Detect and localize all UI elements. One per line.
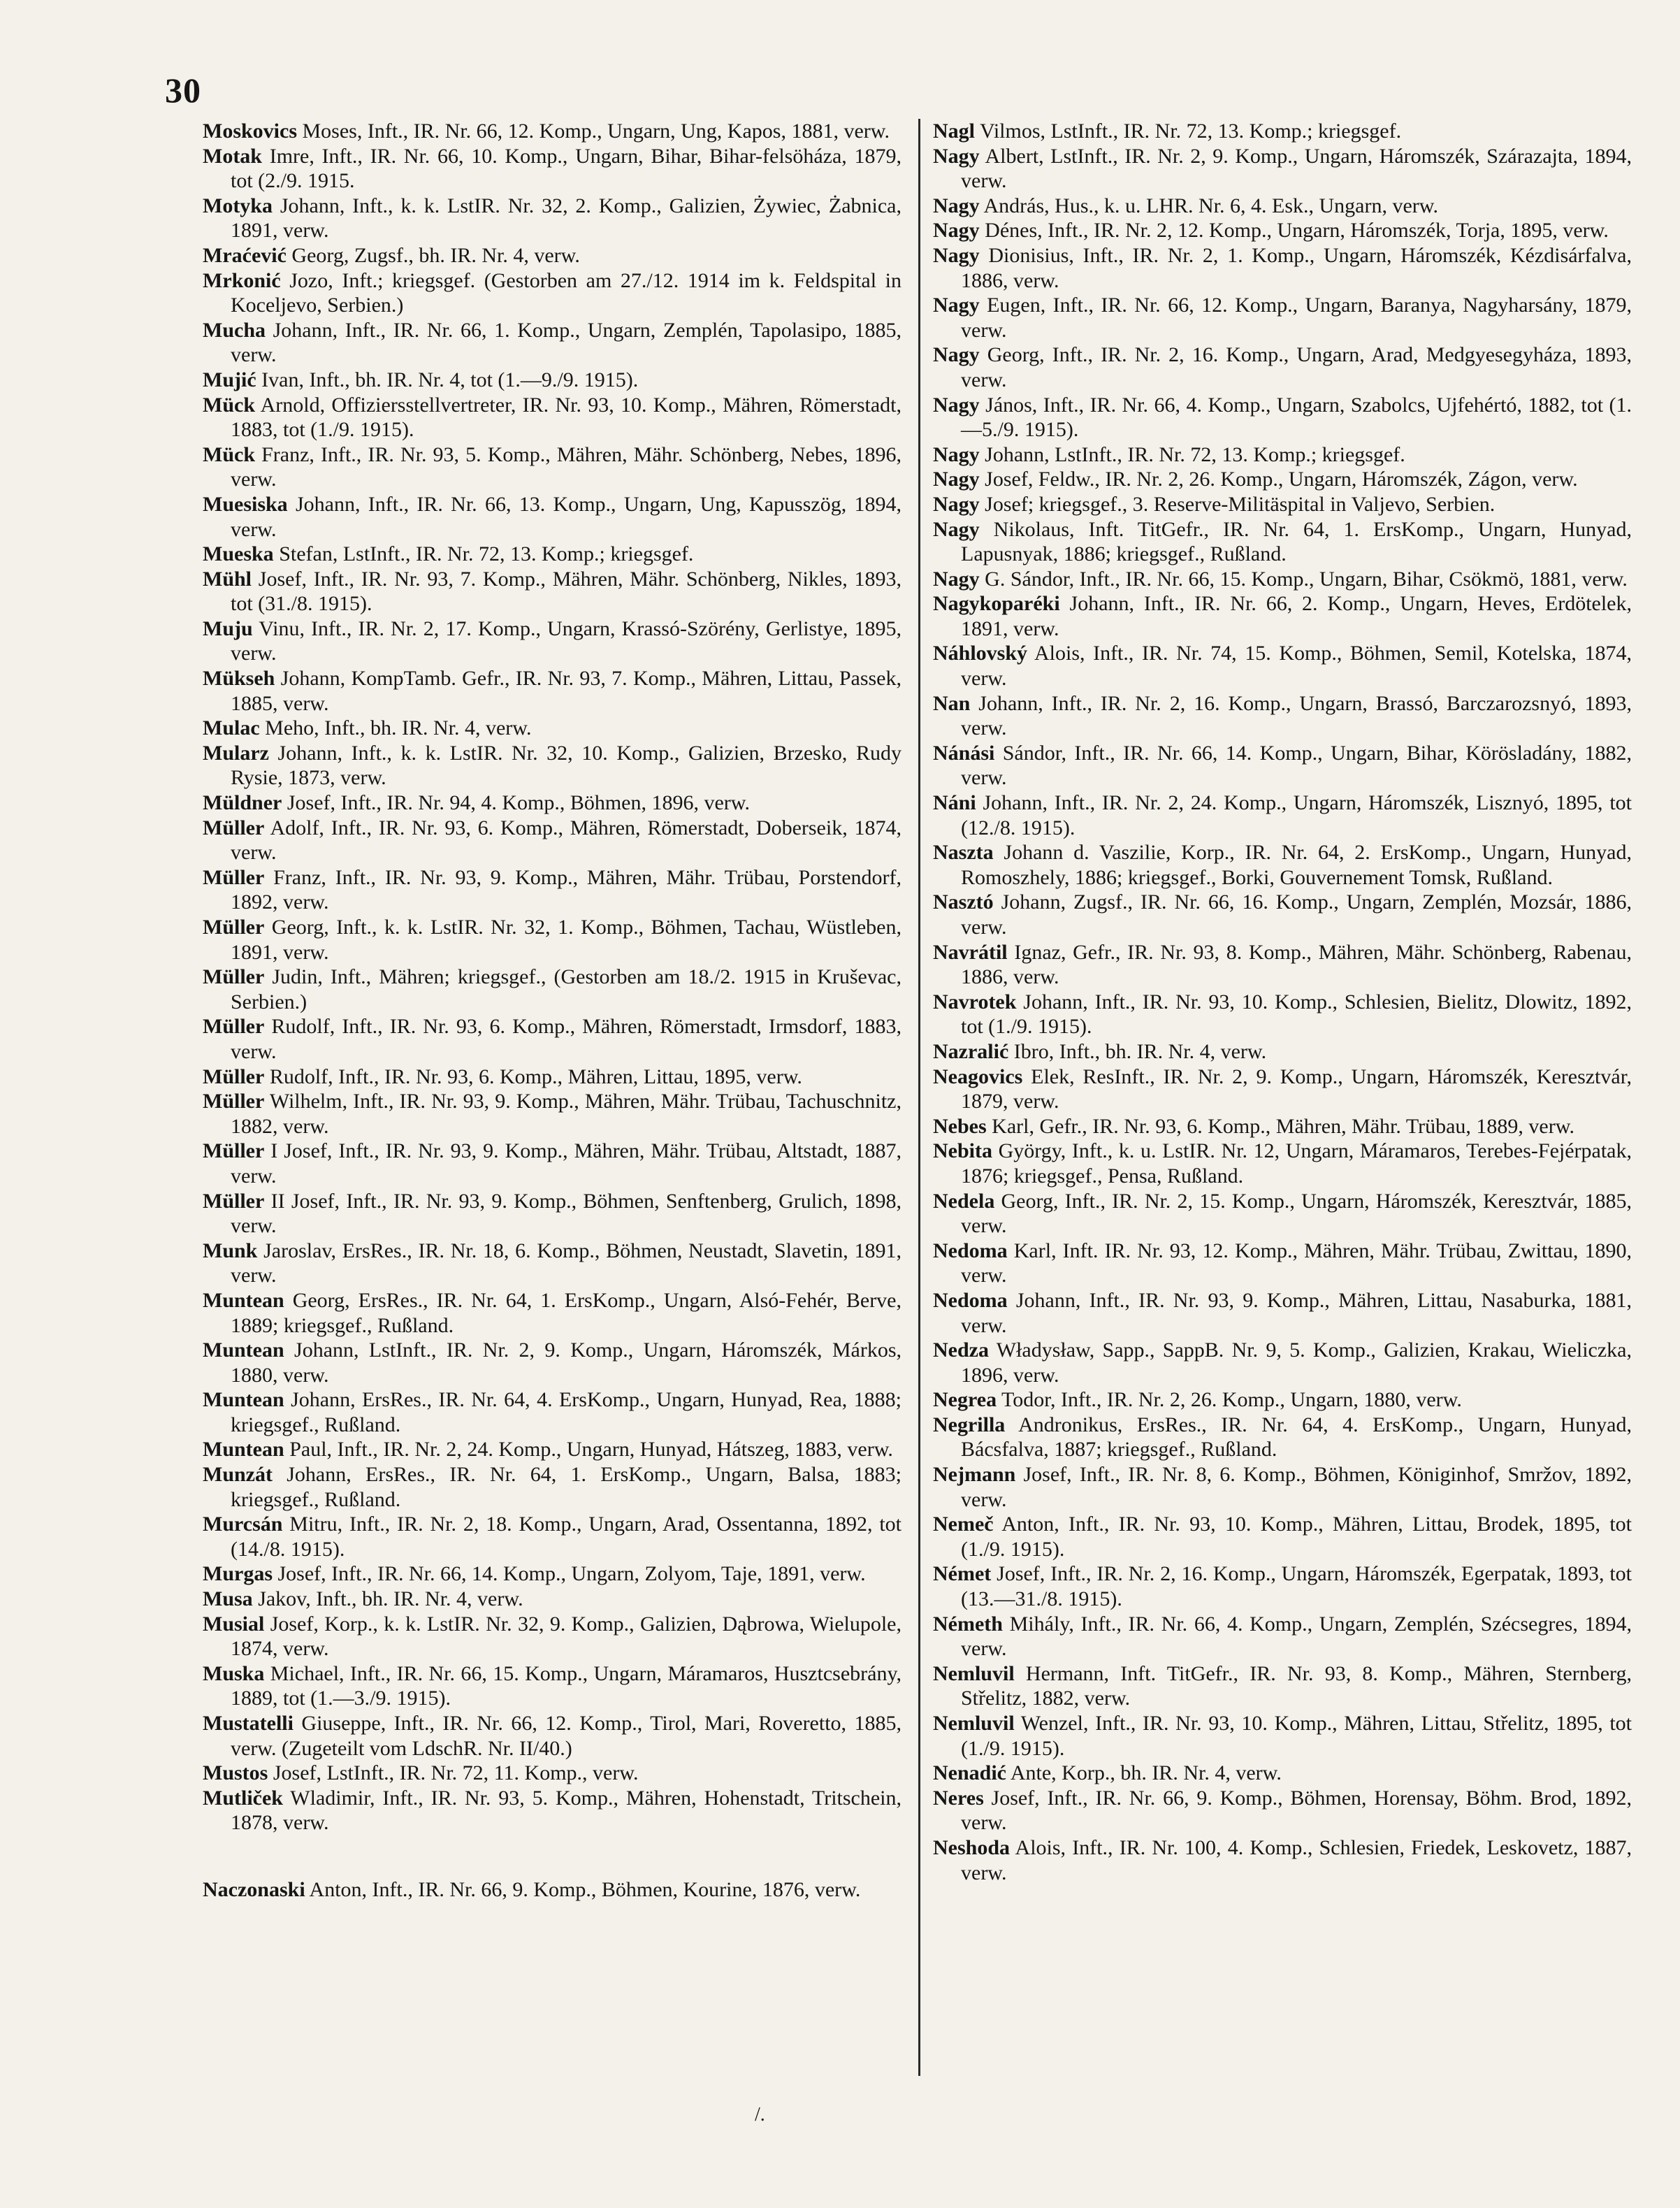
register-entry [933, 1561, 1632, 1611]
entry-details: Judin, Inft., Mähren; kriegsgef., (Gestorben am 18./2. 1915 in Kruševac, Serbien.) [231, 965, 901, 1013]
entry-surname: Nemluvil [933, 1661, 1015, 1685]
register-entry [933, 119, 1632, 144]
entry-surname: Mustos [203, 1761, 268, 1785]
entry-surname: Mück [203, 442, 255, 466]
entry-surname: Mularz [203, 741, 269, 765]
register-entry [203, 492, 901, 542]
entry-details: Johann, Inft., k. k. LstIR. Nr. 32, 10. Komp., Galizien, Brzesko, Rudy Rysie, 1873, verw. [231, 741, 901, 790]
entry-surname: Nagy [933, 294, 980, 317]
register-entry [933, 243, 1632, 293]
register-entry [933, 442, 1632, 468]
entry-details: Elek, ResInft., IR. Nr. 2, 9. Komp., Ungarn, Háromszék, Keresztvár, 1879, verw. [961, 1065, 1632, 1113]
entry-details: Paul, Inft., IR. Nr. 2, 24. Komp., Ungarn, Hunyad, Hátszeg, 1883, verw. [284, 1438, 893, 1462]
entry-surname: Nagy [933, 219, 980, 243]
entry-details: Johann, Inft., IR. Nr. 2, 16. Komp., Ungarn, Brassó, Barczarozsnyó, 1893, verw. [961, 691, 1632, 740]
register-entry [933, 517, 1632, 567]
register-entry [203, 1786, 901, 1835]
column-gap [203, 1835, 901, 1877]
entry-surname: Nan [933, 691, 971, 715]
entry-details: Hermann, Inft. TitGefr., IR. Nr. 93, 8. Komp., Mähren, Sternberg, Střelitz, 1882, verw. [961, 1661, 1632, 1710]
register-entry [933, 1761, 1632, 1786]
entry-details: Johann, ErsRes., IR. Nr. 64, 4. ErsKomp., Ungarn, Hunyad, Rea, 1888; kriegsgef., Rußland. [231, 1388, 901, 1436]
entry-details: Adolf, Inft., IR. Nr. 93, 6. Komp., Mähren, Römerstadt, Doberseik, 1874, verw. [231, 816, 901, 865]
entry-surname: Müller [203, 965, 265, 989]
entry-surname: Nagy [933, 393, 980, 417]
register-entry [203, 144, 901, 194]
entry-surname: Negrilla [933, 1413, 1006, 1436]
entry-details: Albert, LstInft., IR. Nr. 2, 9. Komp., Ungarn, Háromszék, Szárazajta, 1894, verw. [961, 144, 1632, 193]
entry-details: Johann, Zugsf., IR. Nr. 66, 16. Komp., Ungarn, Zemplén, Mozsár, 1886, verw. [961, 890, 1632, 939]
entry-surname: Nedoma [933, 1288, 1008, 1312]
entry-surname: Muntean [203, 1288, 284, 1312]
register-entry [203, 915, 901, 965]
entry-details: G. Sándor, Inft., IR. Nr. 66, 15. Komp., Ungarn, Bihar, Csökmö, 1881, verw. [979, 567, 1628, 591]
entry-surname: Murcsán [203, 1513, 283, 1536]
entry-details: Jakov, Inft., bh. IR. Nr. 4, verw. [252, 1587, 523, 1611]
entry-surname: Nagy [933, 567, 980, 591]
entry-details: Anton, Inft., IR. Nr. 93, 10. Komp., Mähren, Littau, Brodek, 1895, tot (1./9. 1915). [961, 1513, 1632, 1561]
register-entry [203, 1139, 901, 1188]
entry-details: Meho, Inft., bh. IR. Nr. 4, verw. [259, 716, 532, 740]
register-entry [933, 1189, 1632, 1239]
entry-surname: Náhlovský [933, 642, 1028, 665]
entry-details: Karl, Inft. IR. Nr. 93, 12. Komp., Mähren, Mähr. Trübau, Zwittau, 1890, verw. [961, 1239, 1632, 1287]
entry-surname: Müller [203, 1189, 265, 1213]
register-entry [933, 393, 1632, 442]
entry-surname: Müller [203, 1139, 265, 1163]
entry-surname: Müller [203, 816, 265, 839]
register-entry [933, 1114, 1632, 1139]
register-entry [933, 1512, 1632, 1561]
entry-details: Imre, Inft., IR. Nr. 66, 10. Komp., Ungarn, Bihar, Bihar-felsöháza, 1879, tot (2./9. 1915. [231, 144, 901, 193]
register-entry [933, 342, 1632, 392]
register-entry [203, 1711, 901, 1761]
register-entry [203, 1462, 901, 1512]
entry-details: Josef; kriegsgef., 3. Reserve-Militäspital in Valjevo, Serbien. [979, 492, 1496, 516]
entry-surname: Nagy [933, 144, 980, 168]
register-entry [933, 1661, 1632, 1711]
entry-details: Johann, LstInft., IR. Nr. 72, 13. Komp.; kriegsgef. [979, 442, 1405, 466]
register-entry [203, 1387, 901, 1437]
register-entry [933, 1387, 1632, 1413]
entry-surname: Neres [933, 1786, 984, 1810]
entry-details: Nikolaus, Inft. TitGefr., IR. Nr. 64, 1. ErsKomp., Ungarn, Hunyad, Lapusnyak, 1886; kriegsgef., Rußland. [961, 517, 1632, 566]
register-entry [203, 1288, 901, 1338]
entry-surname: Motak [203, 144, 262, 168]
entry-details: Josef, Inft., IR. Nr. 2, 16. Komp., Ungarn, Háromszék, Egerpatak, 1893, tot (13.—31./8. 1915). [961, 1562, 1632, 1611]
entry-details: I Josef, Inft., IR. Nr. 93, 9. Komp., Mähren, Mähr. Trübau, Altstadt, 1887, verw. [231, 1139, 901, 1188]
register-entry [203, 816, 901, 865]
entry-surname: Murgas [203, 1562, 273, 1586]
entry-details: Johann, LstInft., IR. Nr. 2, 9. Komp., Ungarn, Háromszék, Márkos, 1880, verw. [231, 1338, 901, 1387]
register-entry [203, 318, 901, 368]
entry-details: Franz, Inft., IR. Nr. 93, 5. Komp., Mähren, Mähr. Schönberg, Nebes, 1896, verw. [231, 442, 901, 491]
entry-details: Johann, Inft., k. k. LstIR. Nr. 32, 2. Komp., Galizien, Żywiec, Żabnica, 1891, verw. [231, 194, 901, 243]
entry-surname: Naczonaski [203, 1877, 305, 1901]
register-entry [203, 666, 901, 716]
entry-surname: Nagykoparéki [933, 592, 1060, 616]
entry-details: Dénes, Inft., IR. Nr. 2, 12. Komp., Ungarn, Háromszék, Torja, 1895, verw. [979, 219, 1609, 243]
register-entry [933, 1239, 1632, 1288]
register-entry [203, 1065, 901, 1090]
entry-details: Georg, Inft., IR. Nr. 2, 15. Komp., Ungarn, Háromszék, Keresztvár, 1885, verw. [961, 1189, 1632, 1238]
entry-surname: Muntean [203, 1438, 284, 1462]
entry-surname: Nemeč [933, 1513, 994, 1536]
entry-surname: Muntean [203, 1388, 284, 1412]
entry-details: Dionisius, Inft., IR. Nr. 2, 1. Komp., Ungarn, Háromszék, Kézdisárfalva, 1886, verw. [961, 243, 1632, 292]
entry-details: Johann, KompTamb. Gefr., IR. Nr. 93, 7. Komp., Mähren, Littau, Passek, 1885, verw. [231, 667, 901, 715]
entry-surname: Nemluvil [933, 1712, 1015, 1735]
entry-surname: Náni [933, 791, 976, 815]
entry-surname: Müller [203, 1065, 265, 1088]
entry-details: Vilmos, LstInft., IR. Nr. 72, 13. Komp.; kriegsgef. [975, 120, 1402, 143]
register-entry [203, 1014, 901, 1064]
register-entry [933, 940, 1632, 990]
entry-details: Vinu, Inft., IR. Nr. 2, 17. Komp., Ungarn, Krassó-Szörény, Gerlistye, 1895, verw. [231, 616, 901, 665]
entry-details: Wilhelm, Inft., IR. Nr. 93, 9. Komp., Mähren, Mähr. Trübau, Tachuschnitz, 1882, verw. [231, 1090, 901, 1138]
entry-details: Ante, Korp., bh. IR. Nr. 4, verw. [1006, 1761, 1282, 1785]
entry-details: Georg, Inft., IR. Nr. 2, 16. Komp., Ungarn, Arad, Medgyesegyháza, 1893, verw. [961, 343, 1632, 391]
entry-surname: Muesiska [203, 492, 288, 516]
entry-surname: Naszta [933, 841, 994, 865]
entry-surname: Müller [203, 1015, 265, 1039]
register-entry [203, 791, 901, 816]
entry-details: Franz, Inft., IR. Nr. 93, 9. Komp., Mähren, Mähr. Trübau, Porstendorf, 1892, verw. [231, 865, 901, 914]
register-entry [203, 616, 901, 666]
entry-surname: Nebita [933, 1139, 992, 1163]
entry-surname: Muska [203, 1661, 265, 1685]
register-entry [933, 1413, 1632, 1462]
entry-surname: Mujić [203, 368, 256, 391]
register-entry [933, 1711, 1632, 1761]
entry-surname: Müller [203, 1090, 265, 1113]
register-entry [933, 1039, 1632, 1065]
entry-surname: Mustatelli [203, 1712, 294, 1735]
entry-surname: Mucha [203, 318, 266, 342]
entry-surname: Müller [203, 916, 265, 939]
entry-details: Wladimir, Inft., IR. Nr. 93, 5. Komp., Mähren, Hohenstadt, Tritschein, 1878, verw. [231, 1786, 901, 1835]
entry-details: Johann, Inft., IR. Nr. 93, 10. Komp., Schlesien, Bielitz, Dlowitz, 1892, tot (1./9. 1915). [961, 990, 1632, 1039]
register-entry [933, 741, 1632, 791]
register-entry [203, 119, 901, 144]
register-entry [203, 1089, 901, 1139]
register-entry [933, 194, 1632, 219]
entry-details: Johann, Inft., IR. Nr. 93, 9. Komp., Mähren, Littau, Nasaburka, 1881, verw. [961, 1288, 1632, 1337]
register-entry [933, 293, 1632, 342]
entry-details: Rudolf, Inft., IR. Nr. 93, 6. Komp., Mähren, Littau, 1895, verw. [264, 1065, 802, 1088]
register-entry [933, 791, 1632, 840]
entry-details: Josef, Feldw., IR. Nr. 2, 26. Komp., Ungarn, Háromszék, Zágon, verw. [979, 468, 1578, 491]
entry-details: Johann, Inft., IR. Nr. 66, 2. Komp., Ungarn, Heves, Erdötelek, 1891, verw. [961, 592, 1632, 640]
entry-surname: Nedela [933, 1189, 995, 1213]
entry-details: Rudolf, Inft., IR. Nr. 93, 6. Komp., Mähren, Römerstadt, Irmsdorf, 1883, verw. [231, 1015, 901, 1063]
entry-surname: Nagy [933, 468, 980, 491]
register-entry [203, 1661, 901, 1711]
register-entry [203, 1877, 901, 1903]
entry-surname: Német [933, 1562, 992, 1586]
entry-details: Michael, Inft., IR. Nr. 66, 15. Komp., Ungarn, Máramaros, Husztcsebrány, 1889, tot (1.—3./9. 1915). [231, 1661, 901, 1710]
entry-surname: Németh [933, 1612, 1003, 1636]
entry-surname: Mueska [203, 542, 274, 566]
entry-details: Jozo, Inft.; kriegsgef. (Gestorben am 27./12. 1914 im k. Feldspital in Koceljevo, Serbien.) [231, 268, 901, 317]
entry-surname: Nagl [933, 120, 975, 143]
register-entry [933, 840, 1632, 890]
entry-details: Giuseppe, Inft., IR. Nr. 66, 12. Komp., Tirol, Mari, Roveretto, 1885, verw. (Zugeteilt vom LdschR. Nr. II/40.) [231, 1712, 901, 1760]
entry-details: Ignaz, Gefr., IR. Nr. 93, 8. Komp., Mähren, Mähr. Schönberg, Rabenau, 1886, verw. [961, 940, 1632, 989]
register-entry [203, 716, 901, 741]
entry-surname: Nagy [933, 492, 980, 516]
entry-details: Eugen, Inft., IR. Nr. 66, 12. Komp., Ungarn, Baranya, Nagyharsány, 1879, verw. [961, 294, 1632, 342]
stray-mark: /. [755, 2104, 765, 2126]
entry-details: Johann d. Vaszilie, Korp., IR. Nr. 64, 2. ErsKomp., Ungarn, Hunyad, Romoszhely, 1886; kriegsgef., Borki, Gouvernement Tomsk, Rußland. [961, 841, 1632, 889]
entry-surname: Munzát [203, 1463, 273, 1487]
register-entry [203, 965, 901, 1014]
entry-surname: Nedza [933, 1338, 989, 1362]
entry-surname: Müldner [203, 791, 282, 815]
entry-surname: Mükseh [203, 667, 275, 691]
entry-details: Georg, Inft., k. k. LstIR. Nr. 32, 1. Komp., Böhmen, Tachau, Wüstleben, 1891, verw. [231, 916, 901, 964]
entry-surname: Mulac [203, 716, 260, 740]
entry-details: György, Inft., k. u. LstIR. Nr. 12, Ungarn, Máramaros, Terebes-Fejérpatak, 1876; kriegsgef., Pensa, Rußland. [961, 1139, 1632, 1188]
entry-details: Andronikus, ErsRes., IR. Nr. 64, 4. ErsKomp., Ungarn, Hunyad, Bácsfalva, 1887; kriegsgef., Rußland. [961, 1413, 1632, 1462]
register-entry [203, 1437, 901, 1462]
entry-details: Johann, Inft., IR. Nr. 66, 1. Komp., Ungarn, Zemplén, Tapolasipo, 1885, verw. [231, 318, 901, 367]
register-entry [933, 1835, 1632, 1885]
entry-details: Mihály, Inft., IR. Nr. 66, 4. Komp., Ungarn, Zemplén, Szécsegres, 1894, verw. [961, 1612, 1632, 1661]
entry-details: Wenzel, Inft., IR. Nr. 93, 10. Komp., Mähren, Littau, Střelitz, 1895, tot (1./9. 1915). [961, 1712, 1632, 1760]
entry-details: Alois, Inft., IR. Nr. 74, 15. Komp., Böhmen, Semil, Kotelska, 1874, verw. [961, 642, 1632, 691]
entry-details: Josef, Inft., IR. Nr. 66, 14. Komp., Ungarn, Zolyom, Taje, 1891, verw. [273, 1562, 866, 1586]
entry-surname: Munk [203, 1239, 258, 1262]
register-entry [203, 567, 901, 616]
entry-surname: Nagy [933, 194, 980, 217]
entry-surname: Mück [203, 393, 255, 417]
entry-details: Ivan, Inft., bh. IR. Nr. 4, tot (1.—9./9. 1915). [256, 368, 639, 391]
entry-surname: Nagy [933, 243, 980, 267]
entry-surname: Negrea [933, 1388, 997, 1412]
entry-surname: Nedoma [933, 1239, 1008, 1262]
page-number: 30 [165, 71, 201, 110]
register-entry [203, 741, 901, 791]
entry-details: Moses, Inft., IR. Nr. 66, 12. Komp., Ungarn, Ung, Kapos, 1881, verw. [297, 120, 890, 143]
entry-details: Sándor, Inft., IR. Nr. 66, 14. Komp., Ungarn, Bihar, Körösladány, 1882, verw. [961, 741, 1632, 790]
right-column [933, 119, 1632, 1885]
entry-details: Arnold, Offiziersstellvertreter, IR. Nr. 93, 10. Komp., Mähren, Römerstadt, 1883, tot (1./9. 1915). [231, 393, 901, 442]
entry-surname: Motyka [203, 194, 273, 217]
entry-surname: Neagovics [933, 1065, 1023, 1088]
register-entry [933, 591, 1632, 641]
register-entry [203, 1239, 901, 1288]
register-entry [203, 442, 901, 492]
register-entry [203, 1512, 901, 1561]
entry-details: János, Inft., IR. Nr. 66, 4. Komp., Ungarn, Szabolcs, Ujfehértó, 1882, tot (1.—5./9. 1915). [961, 393, 1632, 442]
entry-surname: Mutliček [203, 1786, 283, 1810]
entry-details: Josef, LstInft., IR. Nr. 72, 11. Komp., verw. [268, 1761, 639, 1785]
register-entry [203, 393, 901, 442]
entry-details: Josef, Inft., IR. Nr. 8, 6. Komp., Böhmen, Königinhof, Smržov, 1892, verw. [961, 1463, 1632, 1511]
entry-surname: Mraćević [203, 243, 287, 267]
entry-details: Anton, Inft., IR. Nr. 66, 9. Komp., Böhmen, Kourine, 1876, verw. [305, 1877, 861, 1901]
register-entry [933, 890, 1632, 939]
register-entry [933, 567, 1632, 592]
entry-details: Alois, Inft., IR. Nr. 100, 4. Komp., Schlesien, Friedek, Leskovetz, 1887, verw. [961, 1835, 1632, 1884]
register-entry [933, 1065, 1632, 1114]
entry-details: Josef, Inft., IR. Nr. 66, 9. Komp., Böhmen, Horensay, Böhm. Brod, 1892, verw. [961, 1786, 1632, 1835]
entry-surname: Navrotek [933, 990, 1017, 1013]
register-entry [203, 194, 901, 243]
register-entry [203, 1561, 901, 1587]
entry-surname: Muju [203, 616, 253, 640]
entry-surname: Nagy [933, 343, 980, 367]
entry-surname: Neshoda [933, 1835, 1011, 1859]
entry-details: Karl, Gefr., IR. Nr. 93, 6. Komp., Mähren, Mähr. Trübau, 1889, verw. [986, 1114, 1574, 1138]
entry-details: Johann, Inft., IR. Nr. 66, 13. Komp., Ungarn, Ung, Kapusszög, 1894, verw. [231, 492, 901, 541]
entry-details: Mitru, Inft., IR. Nr. 2, 18. Komp., Ungarn, Arad, Ossentanna, 1892, tot (14./8. 1915). [231, 1513, 901, 1561]
entry-surname: Müller [203, 865, 265, 889]
entry-surname: Musial [203, 1612, 265, 1636]
entry-details: Georg, ErsRes., IR. Nr. 64, 1. ErsKomp., Ungarn, Alsó-Fehér, Berve, 1889; kriegsgef., Rußland. [231, 1288, 901, 1337]
register-entry [203, 1189, 901, 1239]
register-entry [933, 1288, 1632, 1338]
register-entry [203, 865, 901, 915]
register-entry [203, 268, 901, 318]
entry-details: András, Hus., k. u. LHR. Nr. 6, 4. Esk., Ungarn, verw. [979, 194, 1438, 217]
entry-surname: Mrkonić [203, 268, 281, 292]
entry-details: Ibro, Inft., bh. IR. Nr. 4, verw. [1008, 1039, 1267, 1063]
register-entry [203, 368, 901, 393]
entry-surname: Nasztó [933, 890, 994, 914]
entry-details: Stefan, LstInft., IR. Nr. 72, 13. Komp.; kriegsgef. [273, 542, 694, 566]
register-entry [933, 1462, 1632, 1512]
entry-surname: Nagy [933, 517, 980, 541]
column-divider [918, 119, 920, 2076]
entry-surname: Nenadić [933, 1761, 1006, 1785]
register-entry [203, 1612, 901, 1661]
register-entry [203, 542, 901, 567]
register-entry [933, 990, 1632, 1039]
register-entry [933, 691, 1632, 741]
register-entry [203, 243, 901, 268]
entry-surname: Musa [203, 1587, 253, 1611]
entry-details: Josef, Inft., IR. Nr. 93, 7. Komp., Mähren, Mähr. Schönberg, Nikles, 1893, tot (31./8. 1915). [231, 567, 901, 616]
entry-details: Johann, ErsRes., IR. Nr. 64, 1. ErsKomp., Ungarn, Balsa, 1883; kriegsgef., Rußland. [231, 1463, 901, 1511]
entry-details: Josef, Inft., IR. Nr. 94, 4. Komp., Böhmen, 1896, verw. [282, 791, 750, 815]
register-entry [933, 1338, 1632, 1387]
entry-surname: Nejmann [933, 1463, 1016, 1487]
register-entry [933, 641, 1632, 691]
register-entry [933, 467, 1632, 492]
entry-details: Johann, Inft., IR. Nr. 2, 24. Komp., Ungarn, Háromszék, Lisznyó, 1895, tot (12./8. 1915). [961, 791, 1632, 839]
entry-surname: Mühl [203, 567, 252, 591]
entry-surname: Muntean [203, 1338, 284, 1362]
register-entry [933, 1612, 1632, 1661]
register-entry [933, 218, 1632, 243]
entry-surname: Nagy [933, 442, 980, 466]
entry-surname: Nebes [933, 1114, 987, 1138]
entry-details: Georg, Zugsf., bh. IR. Nr. 4, verw. [286, 243, 580, 267]
entry-details: Todor, Inft., IR. Nr. 2, 26. Komp., Ungarn, 1880, verw. [997, 1388, 1462, 1412]
entry-surname: Nánási [933, 741, 995, 765]
entry-surname: Nazralić [933, 1039, 1009, 1063]
register-entry [203, 1338, 901, 1387]
left-column [203, 119, 901, 1903]
entry-surname: Navrátil [933, 940, 1008, 964]
register-entry [933, 1139, 1632, 1188]
entry-details: II Josef, Inft., IR. Nr. 93, 9. Komp., Böhmen, Senftenberg, Grulich, 1898, verw. [231, 1189, 901, 1238]
register-entry [933, 144, 1632, 194]
register-entry [203, 1587, 901, 1612]
entry-details: Josef, Korp., k. k. LstIR. Nr. 32, 9. Komp., Galizien, Dąbrowa, Wielupole, 1874, verw. [231, 1612, 901, 1661]
entry-surname: Moskovics [203, 120, 297, 143]
entry-details: Jaroslav, ErsRes., IR. Nr. 18, 6. Komp., Böhmen, Neustadt, Slavetin, 1891, verw. [231, 1239, 901, 1287]
entry-details: Władysław, Sapp., SappB. Nr. 9, 5. Komp., Galizien, Krakau, Wieliczka, 1896, verw. [961, 1338, 1632, 1387]
register-entry [933, 492, 1632, 517]
register-entry [933, 1786, 1632, 1835]
register-entry [203, 1761, 901, 1786]
